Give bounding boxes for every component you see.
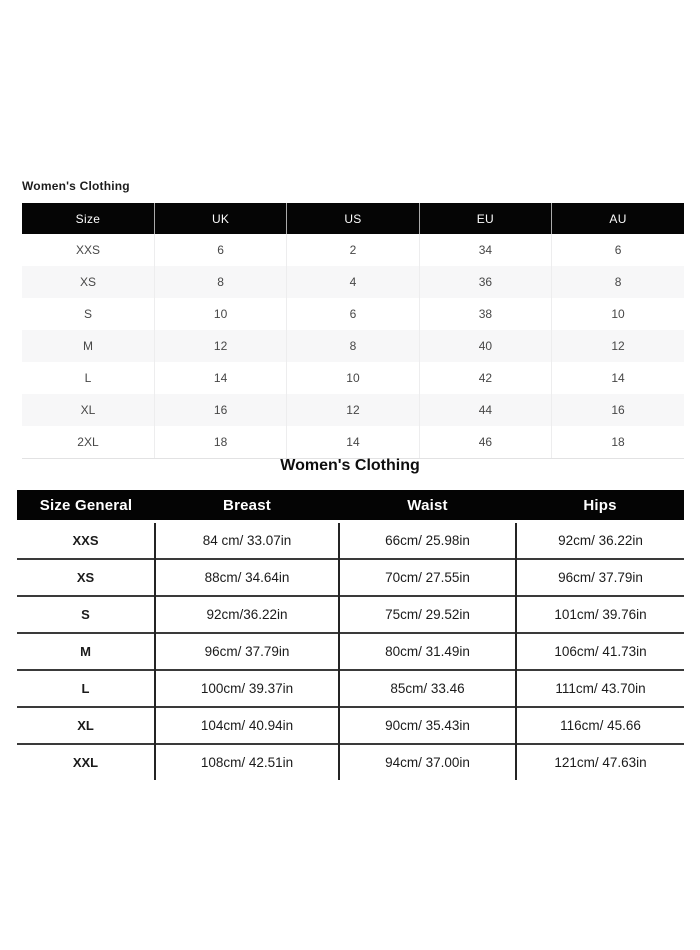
cell-us: 4 (287, 266, 419, 298)
cell-eu: 44 (419, 394, 551, 426)
cell-eu: 38 (419, 298, 551, 330)
column-header-uk: UK (154, 203, 286, 234)
cell-size: L (22, 362, 154, 394)
cell-hips: 116cm/ 45.66 (516, 707, 684, 744)
cell-uk: 10 (154, 298, 286, 330)
cell-breast: 88cm/ 34.64in (155, 559, 339, 596)
cell-size: XL (22, 394, 154, 426)
cell-uk: 6 (154, 234, 286, 266)
table-row (22, 298, 684, 330)
cell-hips: 101cm/ 39.76in (516, 596, 684, 633)
cell-au: 18 (552, 426, 684, 459)
cell-uk: 8 (154, 266, 286, 298)
cell-uk: 18 (154, 426, 286, 459)
column-header-waist: Waist (339, 490, 516, 522)
cell-hips: 111cm/ 43.70in (516, 670, 684, 707)
size-conversion-table (22, 203, 684, 459)
column-header-eu: EU (419, 203, 551, 234)
cell-breast: 104cm/ 40.94in (155, 707, 339, 744)
cell-au: 10 (552, 298, 684, 330)
cell-uk: 14 (154, 362, 286, 394)
table-row (22, 362, 684, 394)
cell-size: M (17, 633, 155, 670)
column-header-size-general: Size General (17, 490, 155, 522)
cell-au: 14 (552, 362, 684, 394)
cell-us: 8 (287, 330, 419, 362)
cell-size: XXL (17, 744, 155, 780)
table-row (17, 522, 684, 560)
cell-au: 6 (552, 234, 684, 266)
table-row (17, 633, 684, 670)
table-row (22, 234, 684, 266)
cell-breast: 92cm/36.22in (155, 596, 339, 633)
table-row (22, 394, 684, 426)
cell-us: 10 (287, 362, 419, 394)
cell-uk: 12 (154, 330, 286, 362)
cell-size: S (22, 298, 154, 330)
cell-hips: 106cm/ 41.73in (516, 633, 684, 670)
cell-uk: 16 (154, 394, 286, 426)
column-header-breast: Breast (155, 490, 339, 522)
table-row (17, 707, 684, 744)
conversion-table-title: Women's Clothing (22, 179, 130, 193)
cell-us: 12 (287, 394, 419, 426)
cell-au: 8 (552, 266, 684, 298)
column-header-au: AU (552, 203, 684, 234)
cell-size: M (22, 330, 154, 362)
cell-size: XXS (22, 234, 154, 266)
conversion-header-row (22, 203, 684, 234)
cell-size: XXS (17, 522, 155, 560)
table-row (22, 330, 684, 362)
cell-us: 14 (287, 426, 419, 459)
cell-waist: 80cm/ 31.49in (339, 633, 516, 670)
cell-size: S (17, 596, 155, 633)
column-header-us: US (287, 203, 419, 234)
cell-waist: 90cm/ 35.43in (339, 707, 516, 744)
table-row (17, 559, 684, 596)
cell-eu: 40 (419, 330, 551, 362)
cell-size: L (17, 670, 155, 707)
cell-waist: 70cm/ 27.55in (339, 559, 516, 596)
cell-au: 16 (552, 394, 684, 426)
cell-us: 6 (287, 298, 419, 330)
table-row (22, 266, 684, 298)
cell-breast: 108cm/ 42.51in (155, 744, 339, 780)
table-row (17, 670, 684, 707)
cell-waist: 75cm/ 29.52in (339, 596, 516, 633)
cell-hips: 92cm/ 36.22in (558, 533, 643, 548)
cell-waist: 94cm/ 37.00in (339, 744, 516, 780)
cell-size: 2XL (22, 426, 154, 459)
cell-us: 2 (287, 234, 419, 266)
cell-size: XS (17, 559, 155, 596)
cell-eu: 42 (419, 362, 551, 394)
column-header-size: Size (22, 203, 154, 234)
cell-hips: 96cm/ 37.79in (516, 559, 684, 596)
cell-breast: 84 cm/ 33.07in (155, 522, 339, 560)
table-row (17, 744, 684, 780)
cell-size: XL (17, 707, 155, 744)
measurement-header-row (17, 490, 684, 522)
measurement-table (17, 490, 684, 780)
column-header-hips: Hips (516, 490, 684, 522)
cell-hips: 121cm/ 47.63in (516, 744, 684, 780)
cell-size: XS (22, 266, 154, 298)
cell-breast: 96cm/ 37.79in (155, 633, 339, 670)
cell-breast: 100cm/ 39.37in (155, 670, 339, 707)
cell-waist: 85cm/ 33.46 (339, 670, 516, 707)
cell-au: 12 (552, 330, 684, 362)
cell-eu: 36 (419, 266, 551, 298)
table-row (22, 426, 684, 459)
measurement-table-title: Women's Clothing (280, 457, 420, 474)
table-row (17, 596, 684, 633)
cell-eu: 34 (419, 234, 551, 266)
cell-waist: 66cm/ 25.98in (339, 522, 516, 560)
cell-eu: 46 (419, 426, 551, 459)
